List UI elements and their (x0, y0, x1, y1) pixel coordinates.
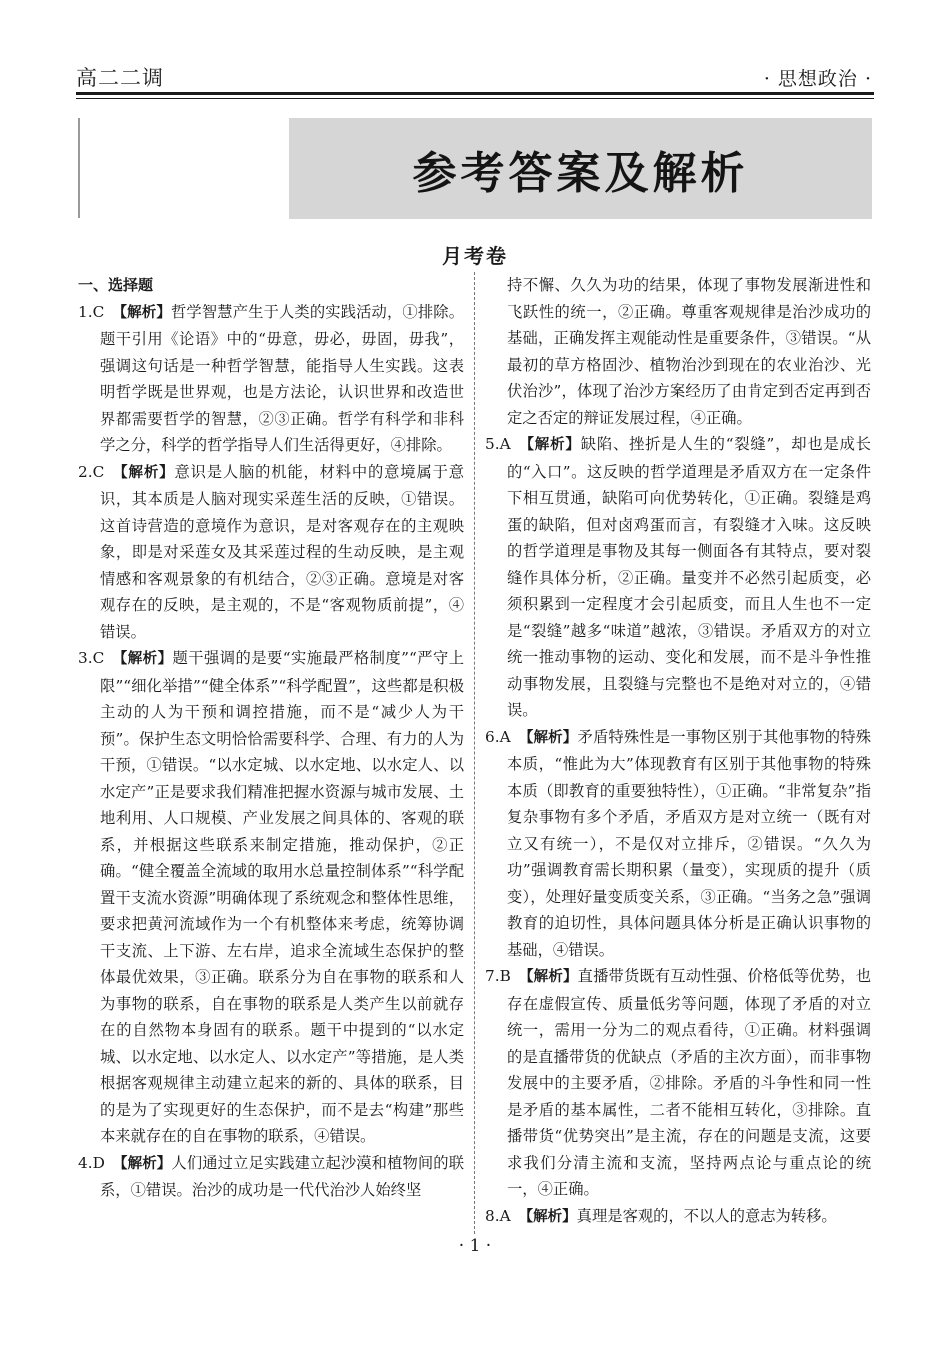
item-tag: 【解析】 (112, 651, 173, 667)
item-answer: A (499, 727, 511, 746)
item-tag: 【解析】 (518, 437, 581, 453)
answer-item-6 (485, 724, 871, 964)
answer-item-8 (485, 1203, 871, 1231)
item-answer: A (499, 1206, 511, 1225)
item-number: 5. (485, 435, 500, 453)
section-heading: 一、选择题 (78, 276, 154, 294)
answer-item-7 (485, 963, 871, 1203)
column-divider (474, 272, 475, 1234)
item-tag: 【解析】 (112, 464, 175, 481)
item-number: 8. (485, 1206, 500, 1225)
item-text: 持不懈、久久为功的结果，体现了事物发展渐进性和飞跃性的统一，②正确。尊重客观规律是治沙成功的基础，正确发挥主观能动性是重要条件，③错误。“从最初的草方格固沙、植物治沙到现在的农业治沙、光伏治沙”，体现了治沙方案经历了由肯定到否定再到否定之否定的辩证发展过程，④正确。 (507, 276, 871, 427)
header-title: 高二二调 (76, 66, 164, 90)
right-column (485, 272, 871, 1230)
item-number: 2. (78, 462, 93, 481)
left-column (78, 272, 464, 1204)
answer-item-1 (78, 299, 464, 459)
answer-item-2 (78, 459, 464, 646)
page-number: · 1 · (458, 1236, 492, 1256)
item-answer: C (92, 649, 105, 667)
header-rule-thick (76, 92, 874, 95)
item-answer: D (92, 1153, 105, 1172)
item-text: 人们通过立足实践建立起沙漠和植物间的联系，①错误。治沙的成功是一代代治沙人始终坚 (100, 1153, 464, 1199)
banner-title: 参考答案及解析 (412, 147, 749, 199)
item-text: 缺陷、挫折是人生的“裂缝”，却也是成长的“入口”。这反映的哲学道理是矛盾双方在一定条件下相互贯通，缺陷可向优势转化，①正确。裂缝是鸡蛋的缺陷，但对卤鸡蛋而言，有裂缝才入味。这反映的哲学道理是事物及其每一侧面各有其特点，要对裂缝作具体分析，②正确。量变并不必然引起质变，必须积累到一定程度才会引起质变，而且人生也不一定是“裂缝”越多“味道”越浓，③错误。矛盾双方的对立统一推动事物的运动、变化和发展，而不是斗争性推动事物发展，且裂缝与完整也不是绝对对立的，④错误。 (507, 435, 871, 719)
item-number: 3. (78, 649, 93, 667)
item-text: 哲学智慧产生于人类的实践活动，①排除。题干引用《论语》中的“毋意，毋必，毋固，毋我”，强调这句话是一种哲学智慧，能指导人生实践。这表明哲学既是世界观，也是方法论，认识世界和改造世界都需要哲学的智慧，②③正确。哲学有科学和非科学之分，科学的哲学指导人们生活得更好，④排除。 (100, 302, 464, 454)
banner-side-bar (78, 118, 80, 218)
header-subject: · 思想政治 · (763, 68, 872, 90)
item-answer: B (499, 967, 511, 985)
item-tag: 【解析】 (518, 969, 578, 985)
item-text: 矛盾特殊性是一事物区别于其他事物的特殊本质，“惟此为大”体现教育有区别于其他事物的特殊本质（即教育的重要独特性），①正确。“非常复杂”指复杂事物有多个矛盾，矛盾双方是对立统一（既有对立又有统一），不是仅对立排斥，②错误。“久久为功”强调教育需长期积累（量变），实现质的提升（质变），处理好量变质变关系，③正确。“当务之急”强调教育的迫切性，具体问题具体分析是正确认识事物的基础，④错误。 (507, 727, 871, 959)
item-number: 7. (485, 967, 500, 985)
item-tag: 【解析】 (518, 1208, 577, 1225)
item-answer: C (92, 302, 105, 321)
header-rule-thin (76, 98, 874, 99)
answer-item-5 (485, 431, 871, 724)
item-number: 6. (485, 727, 500, 746)
item-number: 4. (78, 1153, 93, 1172)
item-text: 真理是客观的，不以人的意志为转移。 (576, 1206, 837, 1225)
item-answer: C (92, 462, 105, 481)
item-tag: 【解析】 (112, 304, 171, 321)
answer-item-4 (78, 1150, 464, 1204)
item-text: 直播带货既有互动性强、价格低等优势，也存在虚假宣传、质量低劣等问题，体现了矛盾的对立统一，需用一分为二的观点看待，①正确。材料强调的是直播带货的优缺点（矛盾的主次方面），而非事物发展中的主要矛盾，②排除。矛盾的斗争性和同一性是矛盾的基本属性，二者不能相互转化，③排除。直播带货“优势突出”是主流，存在的问题是支流，这要求我们分清主流和支流，坚持两点论与重点论的统一，④正确。 (507, 967, 871, 1198)
answer-item-3 (78, 645, 464, 1150)
item-text: 题干强调的是要“实施最严格制度”“严守上限”“细化举措”“健全体系”“科学配置”，这些都是积极主动的人为干预和调控措施，而不是“减少人为干预”。保护生态文明恰恰需要科学、合理、有力的人为干预，①错误。“以水定城、以水定地、以水定人、以水定产”正是要求我们精准把握水资源与城市发展、土地利用、人口规模、产业发展之间具体的、客观的联系，并根据这些联系来制定措施，推动保护，②正确。“健全覆盖全流域的取用水总量控制体系”“科学配置干支流水资源”明确体现了系统观念和整体性思维，要求把黄河流域作为一个有机整体来考虑，统筹协调干支流、上下游、左右岸，追求全流域生态保护的整体最优效果，③正确。联系分为自在事物的联系和人为事物的联系，自在事物的联系是人类产生以前就存在的自然物本身固有的联系。题干中提到的“以水定城、以水定地、以水定人、以水定产”等措施，是人类根据客观规律主动建立起来的新的、具体的联系，目的是为了实现更好的生态保护，而不是去“构建”那些本来就存在的自在事物的联系，④错误。 (100, 649, 465, 1145)
item-tag: 【解析】 (112, 1155, 172, 1172)
item-number: 1. (78, 302, 93, 321)
page-subtitle: 月考卷 (442, 244, 508, 268)
answer-item-4-continued (485, 272, 871, 431)
item-text: 意识是人脑的机能，材料中的意境属于意识，其本质是人脑对现实采莲生活的反映，①错误。这首诗营造的意境作为意识，是对客观存在的主观映象，即是对采莲女及其采莲过程的生动反映，是主观情感和客观景象的有机结合，②③正确。意境是对客观存在的反映，是主观的，不是“客观物质前提”，④错误。 (100, 462, 464, 641)
item-answer: A (499, 435, 511, 453)
banner (289, 118, 872, 219)
item-tag: 【解析】 (518, 729, 578, 746)
